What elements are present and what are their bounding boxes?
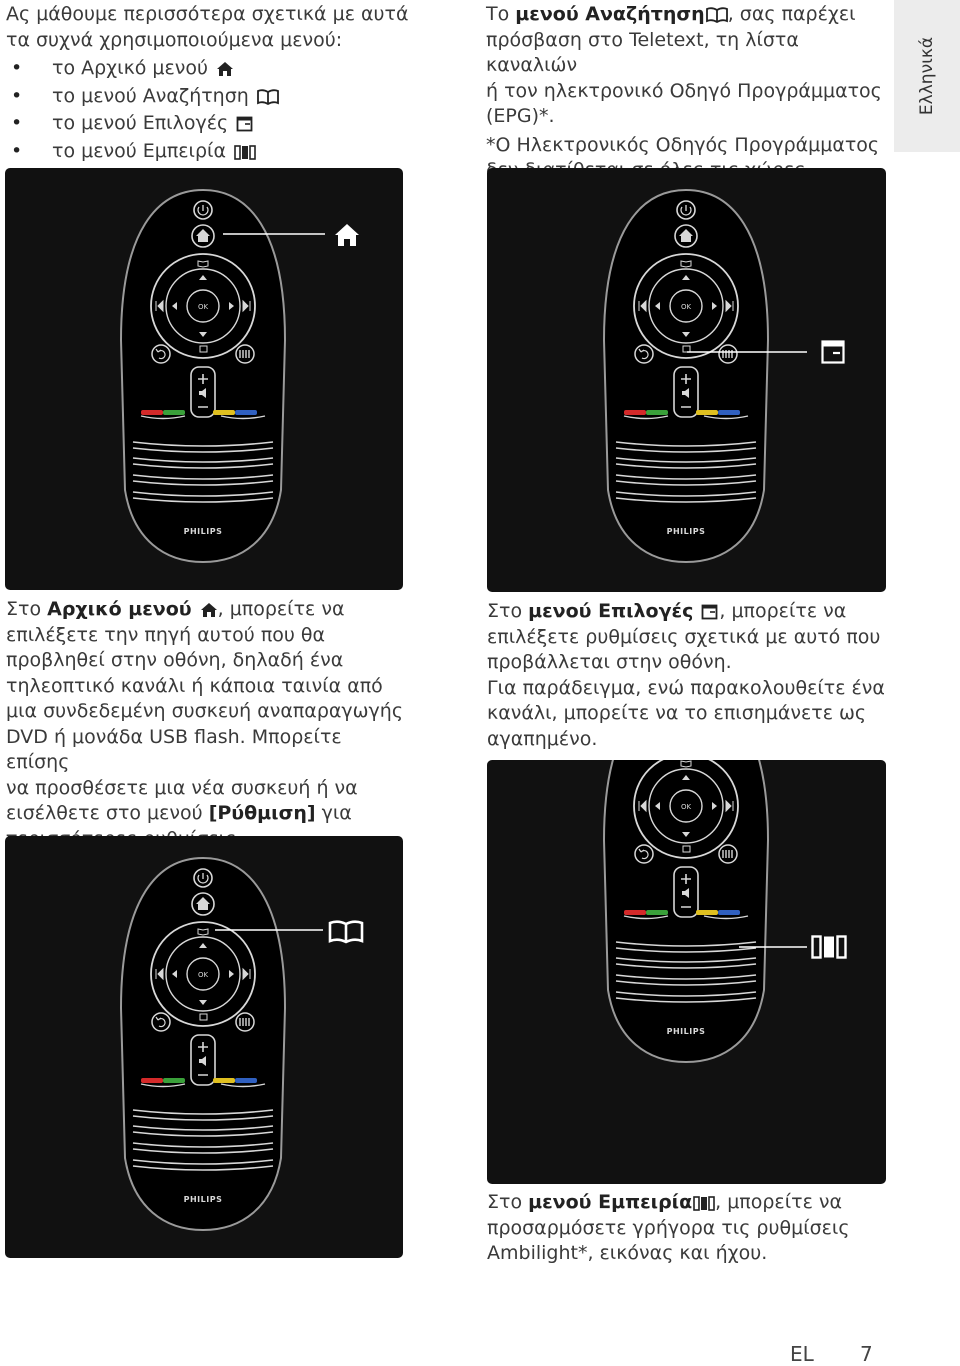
brand-logo: PHILIPS <box>666 527 706 536</box>
intro-line: τα συχνά χρησιμοποιούμενα μενού: <box>6 28 343 51</box>
find-menu-term: μενού Αναζήτηση <box>515 3 705 25</box>
home-icon <box>335 224 359 246</box>
find-menu-text: Το μενού Αναζήτηση , σας παρέχει πρόσβαση στο Teletext, τη λίστα καναλιών ή τον ηλεκτρονικό Οδηγό Προγράμματος (EPG)*. *Ο Ηλεκτρονικός Οδηγός Προγράμματος <box>486 2 886 184</box>
color-key <box>696 410 718 415</box>
options-icon <box>823 342 844 363</box>
list-item: • το Αρχικό μενού <box>6 55 426 83</box>
book-icon <box>257 89 279 105</box>
color-key <box>235 410 257 415</box>
options-icon <box>236 116 254 132</box>
home-icon <box>216 61 234 77</box>
color-key <box>141 1078 163 1083</box>
color-key <box>624 910 646 915</box>
color-key <box>163 1078 185 1083</box>
book-icon <box>706 7 728 23</box>
color-key <box>235 1078 257 1083</box>
options-menu-term: μενού Επιλογές <box>528 600 694 622</box>
color-key <box>718 910 740 915</box>
footer-language: EL <box>790 1342 814 1366</box>
language-tab-label: Ελληνικά <box>917 36 937 116</box>
experience-icon <box>813 937 846 958</box>
color-key <box>696 910 718 915</box>
list-item: • το μενού Εμπειρία <box>6 138 426 166</box>
experience-icon <box>234 145 256 160</box>
ok-label: OK <box>680 803 692 811</box>
language-tab <box>894 0 960 152</box>
color-key <box>213 410 235 415</box>
color-key <box>646 410 668 415</box>
ok-label: OK <box>197 303 209 311</box>
brand-logo: PHILIPS <box>183 1195 223 1204</box>
intro-line: Ας μάθουμε περισσότερα σχετικά με αυτά <box>6 3 409 25</box>
remote-control <box>121 858 285 1230</box>
remote-control <box>121 190 285 562</box>
color-key <box>646 910 668 915</box>
brand-logo: PHILIPS <box>666 1027 706 1036</box>
ok-label: OK <box>197 971 209 979</box>
experience-menu-term: μενού Εμπειρία <box>528 1191 693 1213</box>
setup-menu-term: [Ρύθμιση] <box>208 802 316 824</box>
ok-label: OK <box>680 303 692 311</box>
color-key <box>163 410 185 415</box>
experience-menu-text: Στο μενού Εμπειρία , μπορείτε να προσαρμόσετε γρήγορα τις ρυθμίσεις Ambilight*, εικόνας και ήχου. <box>487 1191 850 1264</box>
book-icon <box>330 922 362 942</box>
menu-list <box>6 55 426 165</box>
remote-image-experience <box>487 760 886 1184</box>
list-item: • το μενού Αναζήτηση <box>6 83 426 111</box>
options-icon <box>701 604 719 620</box>
remote-control <box>604 760 768 1062</box>
color-key <box>141 410 163 415</box>
home-icon <box>200 602 218 618</box>
remote-image-home <box>5 168 403 590</box>
page-number: 7 <box>860 1342 873 1366</box>
footnote: *Ο Ηλεκτρονικός Οδηγός Προγράμματος <box>486 133 880 156</box>
color-key <box>624 410 646 415</box>
intro-text <box>6 2 426 165</box>
remote-control <box>604 190 768 562</box>
remote-image-options <box>487 168 886 592</box>
experience-icon <box>693 1196 715 1211</box>
home-menu-term: Αρχικό μενού <box>47 598 192 620</box>
home-menu-text: Στο Αρχικό μενού , μπορείτε να επιλέξετε την πηγή αυτού που θα προβληθεί στην οθόνη, δηλαδή ένα τηλεοπτικό κανάλι ή κάποια ταινία από μια συνδεδεμένη συσκευή αναπαραγωγής DVD ή μονάδα USB flash. Μπορείτε επίσης να προσθέσετε μια νέα συσκευή ή να εισέλθετε στο μενού [Ρύθμιση] για <box>6 598 403 824</box>
options-menu-text: Στο μενού Επιλογές , μπορείτε να επιλέξετε ρυθμίσεις σχετικά με αυτό που προβάλλεται στην οθόνη. Για παράδειγμα, ενώ παρακολουθείτε ένα κανάλι, μπορείτε να το επισημάνετε ως αγαπημένο. <box>487 600 885 750</box>
color-key <box>718 410 740 415</box>
color-key <box>213 1078 235 1083</box>
brand-logo: PHILIPS <box>183 527 223 536</box>
list-item: • το μενού Επιλογές <box>6 110 426 138</box>
remote-image-find <box>5 836 403 1258</box>
